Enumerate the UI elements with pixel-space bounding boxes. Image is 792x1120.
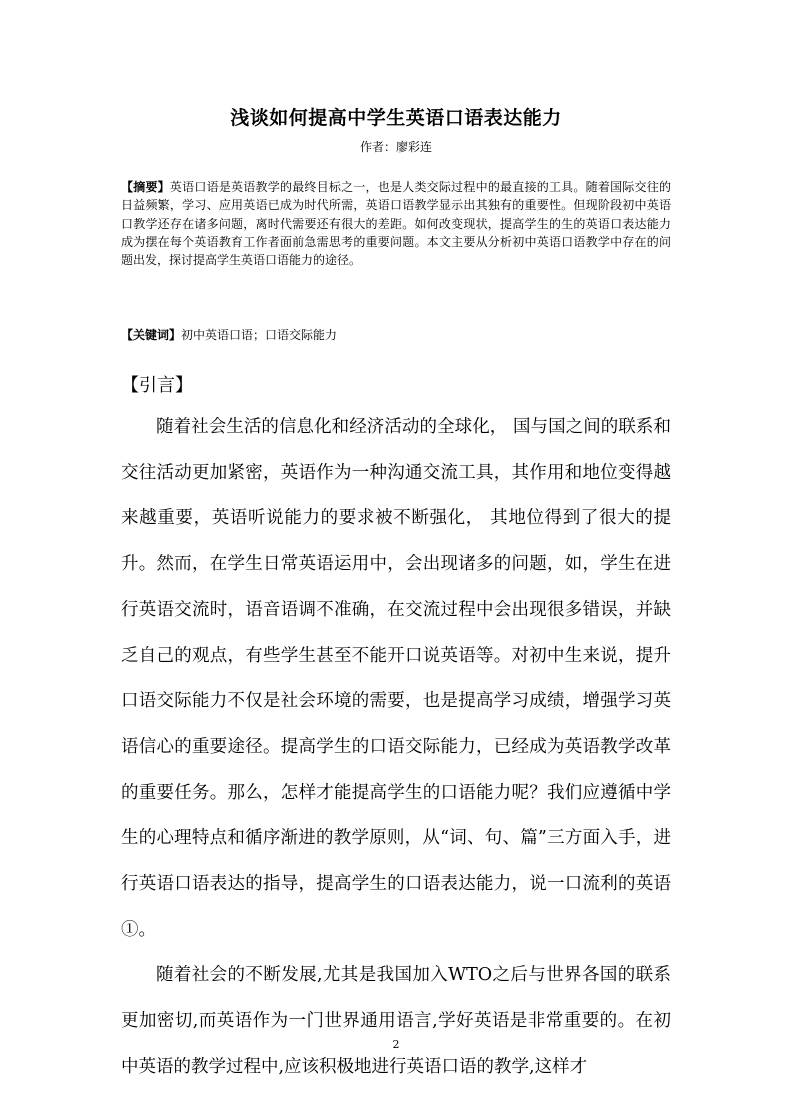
document-author: 作者：廖彩连: [359, 140, 432, 154]
keywords-text: 初中英语口语；口语交际能力: [181, 328, 338, 342]
abstract-label: 【摘要】: [121, 180, 170, 194]
abstract: [121, 178, 671, 269]
keywords: [121, 326, 671, 344]
section-heading: 【引言】: [121, 375, 193, 396]
document-title: 浅谈如何提高中学生英语口语表达能力: [230, 107, 562, 129]
keywords-label: 【关键词】: [121, 328, 182, 342]
page-number: 2: [392, 1038, 400, 1051]
paragraph-1: 随着社会生活的信息化和经济活动的全球化， 国与国之间的联系和交往活动更加紧密，英语作为一种沟通交流工具，其作用和地位变得越来越重要，英语听说能力的要求被不断强化， 其地位得到了很大的提升。然而，在学生日常英语运用中，会出现诸多的问题，如，学生在进行英语交流时，语音语调不准确，在交流过程中会出现很多错误，并缺乏自己的观点，有些学生甚至不能开口说英语等。对初中生来说，提升口语交际能力不仅是社会环境的需要，也是提高学习成绩，增强学习英语信心的重要途径。提高学生的口语交际能力，已经成为英语教学改革的重要任务。那么，怎样才能提高学生的口语能力呢？我们应遵循中学生的心理特点和循序渐进的教学原则，从“词、句、篇”三方面入手，进行英语口语表达的指导，提高学生的口语表达能力，说一口流利的英语①。: [121, 417, 671, 940]
body-text: [121, 405, 671, 1091]
paragraph-2: 随着社会的不断发展,尤其是我国加入WTO之后与世界各国的联系更加密切,而英语作为一门世界通用语言,学好英语是非常重要的。在初中英语的教学过程中,应该积极地进行英语口语的教学,这样才: [121, 965, 671, 1077]
abstract-text: 英语口语是英语教学的最终目标之一，也是人类交际过程中的最直接的工具。随着国际交往的日益频繁，学习、应用英语已成为时代所需，英语口语教学显示出其独有的重要性。但现阶段初中英语口教学还存在诸多问题，离时代需要还有很大的差距。如何改变现状，提高学生的生的英语口表达能力成为摆在每个英语教育工作者面前急需思考的重要问题。本文主要从分析初中英语口语教学中存在的问题出发，探讨提高学生英语口语能力的途径。: [121, 180, 671, 268]
